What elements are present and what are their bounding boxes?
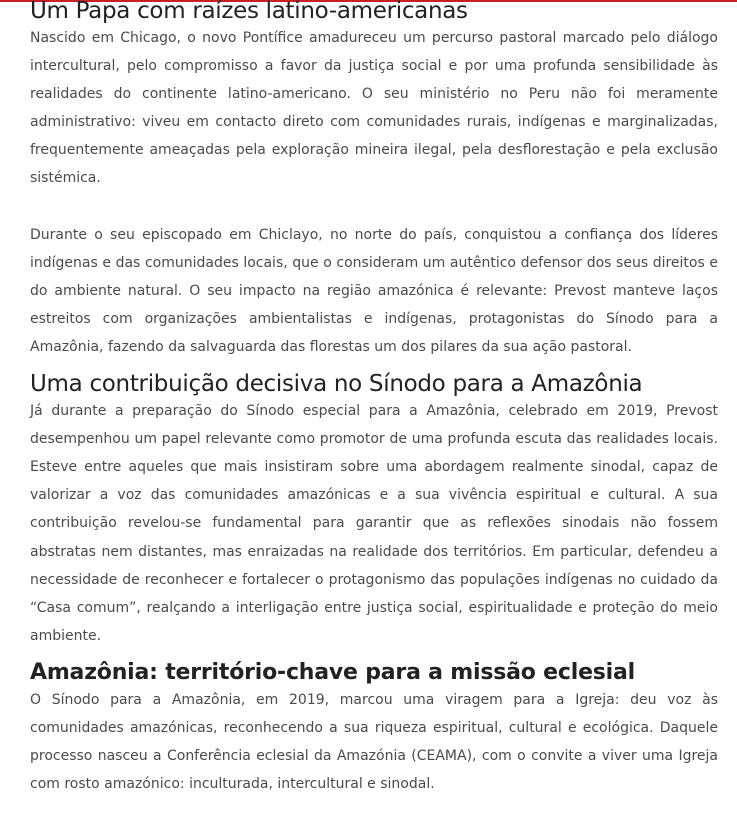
- article-body: [30, 0, 718, 798]
- section-heading: Um Papa com raízes latino-americanas: [30, 0, 468, 24]
- section-heading: Uma contribuição decisiva no Sínodo para a Amazônia: [30, 371, 643, 398]
- section-spacer: [30, 361, 718, 370]
- section-amazonia-territorio: [30, 659, 718, 798]
- section-spacer: [30, 650, 718, 659]
- paragraph-spacer: [30, 193, 718, 221]
- paragraph: Durante o seu episcopado em Chiclayo, no norte do país, conquistou a confiança dos líderes indígenas e das comunidades locais, que o consideram um autêntico defensor dos seus direitos e do ambiente natural. O seu impacto na região amazónica é relevante: Prevost manteve laços estreitos com organizações ambientalistas e indígenas, protagonistas do Sínodo para a Amazônia, fazendo da salvaguarda das florestas um dos pilares da sua ação pastoral.: [30, 226, 718, 355]
- paragraph: O Sínodo para a Amazônia, em 2019, marcou uma viragem para a Igreja: deu voz às comunidades amazónicas, reconhecendo a sua riqueza espiritual, cultural e ecológica. Daquele processo nasceu a Conferência eclesial da Amazónia (CEAMA), com o convite a viver uma Igreja com rosto amazónico: inculturada, intercultural e sinodal.: [30, 691, 718, 793]
- section-papa-raizes: [30, 0, 718, 361]
- section-sinodo-contribuicao: [30, 370, 718, 650]
- paragraph: Nascido em Chicago, o novo Pontífice amadureceu um percurso pastoral marcado pelo diálogo intercultural, pelo compromisso a favor da justiça social e por uma profunda sensibilidade às realidades do continente latino-americano. O seu ministério no Peru não foi meramente administrativo: viveu em contacto direto com comunidades rurais, indígenas e marginalizadas, frequentemente ameaçadas pela exploração mineira ilegal, pela desflorestação e pela exclusão sistémica.: [30, 30, 718, 187]
- section-heading: Amazônia: território-chave para a missão eclesial: [30, 659, 636, 685]
- paragraph: Já durante a preparação do Sínodo especial para a Amazônia, celebrado em 2019, Prevost desempenhou um papel relevante como promotor de uma profunda escuta das realidades locais. Esteve entre aqueles que mais insistiram sobre uma abordagem realmente sinodal, capaz de valorizar a voz das comunidades amazónicas e a sua vivência espiritual e cultural. A sua contribuição revelou-se fundamental para garantir que as reflexões sinodais não fossem abstratas nem distantes, mas enraizadas na realidade dos territórios. Em particular, defendeu a necessidade de reconhecer e fortalecer o protagonismo das populações indígenas no cuidado da “Casa comum”, realçando a interligação entre justiça social, espiritualidade e proteção do meio ambiente.: [30, 403, 718, 644]
